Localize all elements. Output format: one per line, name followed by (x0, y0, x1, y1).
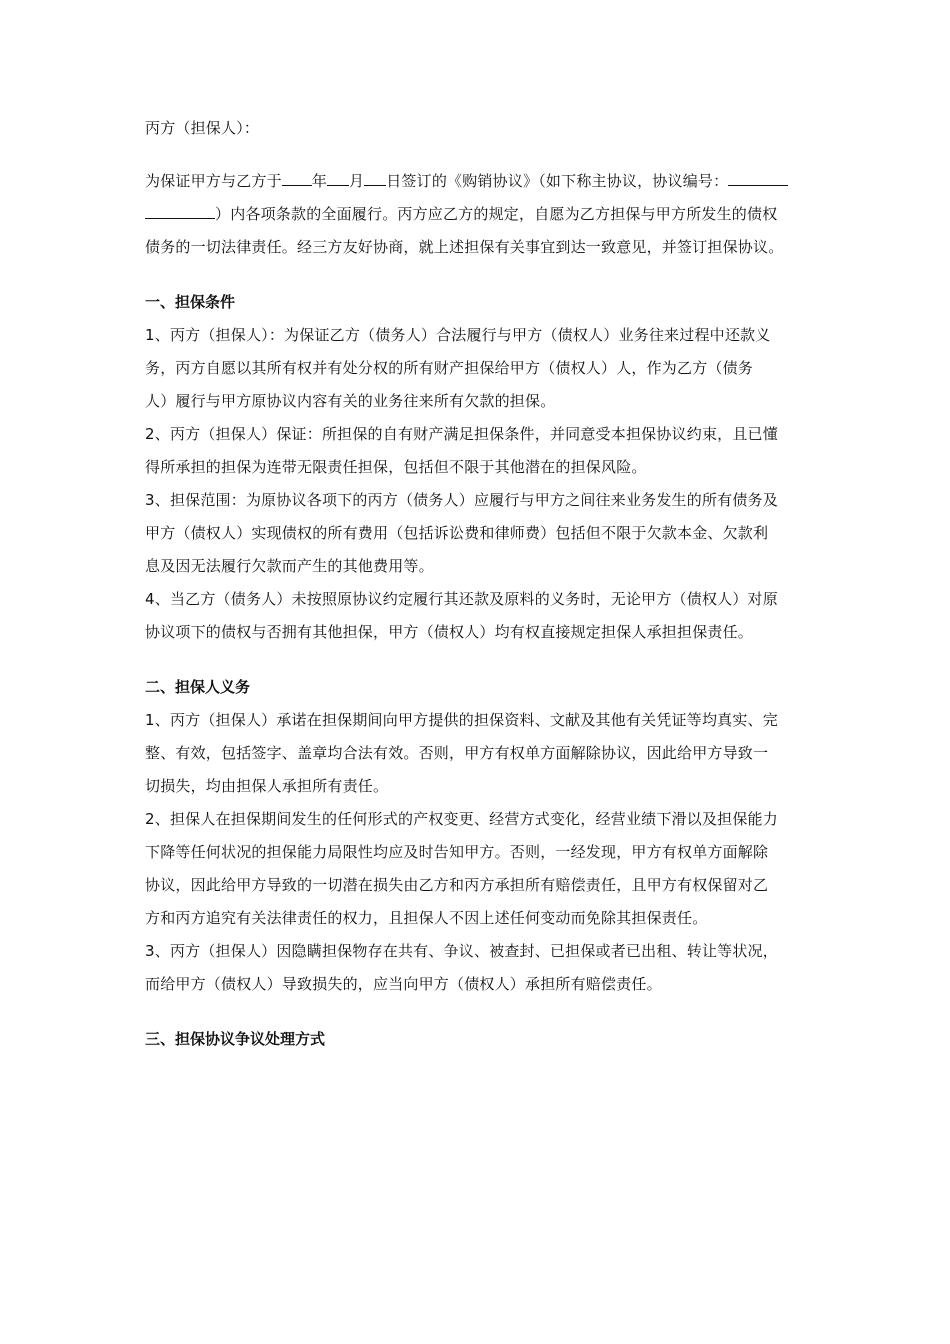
preamble-text: ）内各项条款的全面履行。丙方应乙方的规定，自愿为乙方担保与甲方所发生的债权 (215, 205, 778, 223)
spacer (145, 264, 813, 286)
year-label: 年 (311, 172, 328, 190)
clause-line: 而给甲方（债权人）导致损失的，应当向甲方（债权人）承担所有赔偿责任。 (145, 975, 662, 993)
preamble-line-1 (145, 165, 813, 198)
clause-line: 1、丙方（担保人）：为保证乙方（债务人）合法履行与甲方（债权人）业务往来过程中还款义 (145, 326, 771, 344)
clause-line: 2、丙方（担保人）保证：所担保的自有财产满足担保条件，并同意受本担保协议约束，且已懂 (145, 425, 778, 443)
spacer (145, 1001, 813, 1023)
clause-line: 4、当乙方（债务人）未按照原协议约定履行其还款及原料的义务时，无论甲方（债权人）对原 (145, 590, 778, 608)
clause-line: 息及因无法履行欠款而产生的其他费用等。 (145, 557, 434, 575)
clause-line: 3、丙方（担保人）因隐瞒担保物存在共有、争议、被查封、已担保或者已出租、转让等状况， (145, 942, 778, 960)
contract-page (145, 112, 813, 1056)
clause-line: 协议，因此给甲方导致的一切潜在损失由乙方和丙方承担所有赔偿责任，且甲方有权保留对乙 (145, 876, 769, 894)
clause-line: 1、丙方（担保人）承诺在担保期间向甲方提供的担保资料、文献及其他有关凭证等均真实、完 (145, 711, 778, 729)
clause-line: 下降等任何状况的担保能力局限性均应及时告知甲方。否则，一经发现，甲方有权单方面解除 (145, 843, 769, 861)
agreement-number-blank-cont[interactable] (145, 204, 215, 219)
preamble-line-2 (145, 198, 813, 231)
section-title: 二、担保人义务 (145, 678, 251, 696)
clause-line: 2、担保人在担保期间发生的任何形式的产权变更、经营方式变化，经营业绩下滑以及担保能力 (145, 810, 778, 828)
section-title: 三、担保协议争议处理方式 (145, 1030, 326, 1048)
clause-line: 3、担保范围：为原协议各项下的丙方（债务人）应履行与甲方之间往来业务发生的所有债务及 (145, 491, 778, 509)
clause-line: 方和丙方追究有关法律责任的权力，且担保人不因上述任何变动而免除其担保责任。 (145, 909, 708, 927)
day-blank[interactable] (364, 171, 386, 186)
preamble-text: 为保证甲方与乙方于 (145, 172, 282, 190)
clause-line: 人）履行与甲方原协议内容有关的业务往来所有欠款的担保。 (145, 392, 556, 410)
clause-line: 得所承担的担保为连带无限责任担保，包括但不限于其他潜在的担保风险。 (145, 458, 647, 476)
preamble-text: 日签订的《购销协议》（如下称主协议，协议编号： (386, 172, 729, 190)
clause-line: 切损失，均由担保人承担所有责任。 (145, 777, 389, 795)
preamble-line-3: 债务的一切法律责任。经三方友好协商，就上述担保有关事宜到达一致意见，并签订担保协议。 (145, 238, 784, 256)
clause-line: 协议项下的债权与否拥有其他担保，甲方（债权人）均有权直接规定担保人承担担保责任。 (145, 623, 754, 641)
clause-line: 甲方（债权人）实现债权的所有费用（包括诉讼费和律师费）包括但不限于欠款本金、欠款利 (145, 524, 769, 542)
year-blank[interactable] (282, 171, 312, 186)
clause-line: 整、有效，包括签字、盖章均合法有效。否则，甲方有权单方面解除协议，因此给甲方导致一 (145, 744, 769, 762)
spacer (145, 145, 813, 165)
party-c-label: 丙方（担保人）： (145, 119, 260, 137)
month-blank[interactable] (327, 171, 349, 186)
month-label: 月 (349, 172, 365, 190)
clause-line: 务，丙方自愿以其所有权并有处分权的所有财产担保给甲方（债权人）人，作为乙方（债务 (145, 359, 754, 377)
agreement-number-blank[interactable] (728, 171, 788, 186)
section-title: 一、担保条件 (145, 293, 236, 311)
spacer (145, 649, 813, 671)
